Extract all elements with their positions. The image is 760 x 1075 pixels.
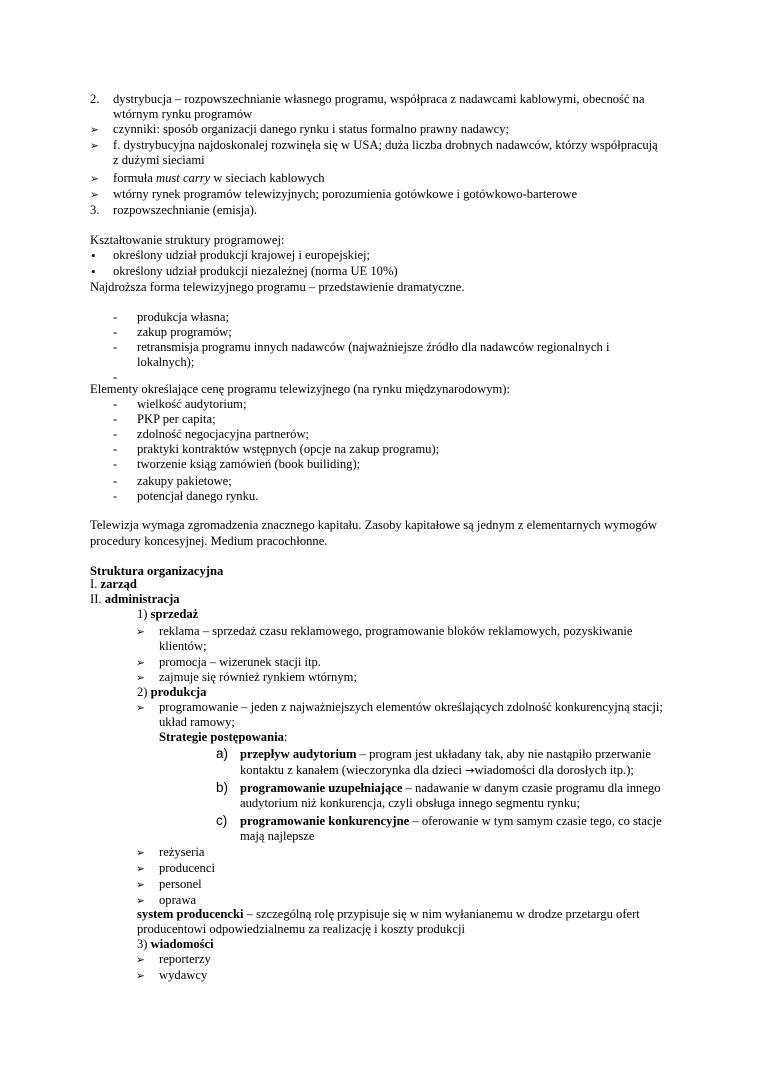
text-line: układ ramowy; [159, 715, 235, 729]
text-line: personel [159, 877, 202, 891]
arrow-bullet-icon: ➢ [136, 970, 145, 982]
dash-bullet: - [113, 325, 118, 339]
dash-bullet: - [113, 427, 118, 441]
text-line: Telewizja wymaga zgromadzenia znacznego kapitału. Zasoby kapitałowe są jednym z elementarnych wymogów [90, 518, 658, 532]
text-line: produkcja własna; [137, 310, 229, 324]
dash-bullet: - [113, 489, 118, 503]
text-line: lokalnych); [137, 355, 195, 369]
text-line: określony udział produkcji niezależnej (norma UE 10%) [113, 264, 398, 278]
text-line: praktyki kontraktów wstępnych (opcje na zakup programu); [137, 442, 440, 456]
arrow-bullet-icon: ➢ [136, 863, 145, 875]
dash-bullet: - [113, 310, 118, 324]
bullet-icon: • [91, 248, 96, 263]
text-line: z dużymi sieciami [113, 153, 205, 167]
arrow-bullet-icon: ➢ [90, 140, 99, 152]
text-line: wtórny rynek programów telewizyjnych; porozumienia gotówkowe i gotówkowo-barterowe [113, 187, 578, 201]
text-line: klientów; [159, 639, 207, 653]
text-line: reżyseria [159, 845, 205, 859]
subsection-heading: 3) wiadomości [137, 937, 214, 951]
dash-bullet: - [113, 457, 118, 471]
text-line: f. dystrybucyjna najdoskonalej rozwinęła się w USA; duża liczba drobnych nadawców, którzy współpracują [113, 138, 658, 152]
text-line: retransmisja programu innych nadawców (najważniejsze źródło dla nadawców regionalnych i [137, 340, 610, 354]
text-line: kontaktu z kanałem (wieczorynka dla dzieci →wiadomości dla dorosłych itp.); [240, 763, 634, 777]
text-line: zakup programów; [137, 325, 232, 339]
arrow-bullet-icon: ➢ [136, 702, 145, 714]
arrow-bullet-icon: ➢ [136, 879, 145, 891]
dash-bullet: - [113, 474, 118, 488]
text-line: wtórnym rynku programów [113, 107, 253, 121]
text-line: czynniki: sposób organizacji danego rynku i status formalno prawny nadawcy; [113, 122, 510, 136]
dash-bullet: - [113, 397, 118, 411]
text-line: producenci [159, 861, 215, 875]
dash-bullet: - [113, 442, 118, 456]
arrow-bullet-icon: ➢ [136, 954, 145, 966]
text-line: programowanie konkurencyjne – oferowanie w tym samym czasie tego, co stacje [240, 814, 662, 828]
text-line: wydawcy [159, 968, 208, 982]
text-line: przepływ audytorium – program jest układany tak, aby nie nastąpiło przerwanie [240, 747, 651, 761]
right-arrow-icon: → [465, 764, 475, 777]
section-heading: Struktura organizacyjna [90, 564, 224, 578]
text-line: potencjał danego rynku. [137, 489, 259, 503]
text-line: formuła must carry w sieciach kablowych [113, 171, 325, 185]
text-line: procedury koncesyjnej. Medium pracochłonne. [90, 534, 328, 548]
text-line: dystrybucja – rozpowszechnianie własnego programu, współpraca z nadawcami kablowymi, obecność na [113, 92, 645, 106]
section-heading: Elementy określające cenę programu telewizyjnego (na rynku międzynarodowym): [90, 382, 510, 396]
text-line: wielkość audytorium; [137, 397, 247, 411]
arrow-bullet-icon: ➢ [136, 657, 145, 669]
text-line: określony udział produkcji krajowej i europejskiej; [113, 248, 371, 262]
dash-bullet: - [113, 370, 118, 384]
arrow-bullet-icon: ➢ [136, 672, 145, 684]
text-line: producentowi odpowiedzialnemu za realizację i koszty produkcji [137, 922, 466, 936]
section-heading: Kształtowanie struktury programowej: [90, 233, 285, 247]
text-line: system producencki – szczególną rolę przypisuje się w nim wyłanianemu w drodze przetargu ofert [137, 907, 640, 921]
text-line: I. zarząd [90, 577, 137, 591]
dash-bullet: - [113, 340, 118, 354]
list-letter: b) [216, 780, 229, 795]
text-line: tworzenie ksiąg zamówień (book builiding); [137, 457, 361, 471]
subsection-heading: 1) sprzedaż [137, 607, 199, 621]
list-letter: c) [216, 813, 228, 828]
text-line: programowanie – jeden z najważniejszych elementów określających zdolność konkurencyjną stacji; [159, 700, 663, 714]
text-line: zakupy pakietowe; [137, 474, 232, 488]
arrow-bullet-icon: ➢ [90, 124, 99, 136]
list-number: 2. [90, 92, 100, 106]
arrow-bullet-icon: ➢ [136, 847, 145, 859]
bullet-icon: • [91, 264, 96, 279]
text-line: mają najlepsze [240, 829, 315, 843]
text-line: audytorium niż konkurencja, czyli obsługa innego segmentu rynku; [240, 796, 580, 810]
strategy-heading: Strategie postępowania: [159, 730, 288, 744]
list-number: 3. [90, 203, 100, 217]
text-line: PKP per capita; [137, 412, 216, 426]
arrow-bullet-icon: ➢ [90, 173, 99, 185]
text-line: II. administracja [90, 592, 180, 606]
text-line: reklama – sprzedaż czasu reklamowego, programowanie bloków reklamowych, pozyskiwanie [159, 624, 633, 638]
list-letter: a) [216, 746, 229, 761]
arrow-bullet-icon: ➢ [136, 895, 145, 907]
text-line: reporterzy [159, 952, 211, 966]
text-line: zdolność negocjacyjna partnerów; [137, 427, 310, 441]
text-line: zajmuje się również rynkiem wtórnym; [159, 670, 357, 684]
arrow-bullet-icon: ➢ [90, 189, 99, 201]
arrow-bullet-icon: ➢ [136, 626, 145, 638]
text-line: programowanie uzupełniające – nadawanie w danym czasie programu dla innego [240, 781, 661, 795]
dash-bullet: - [113, 412, 118, 426]
subsection-heading: 2) produkcja [137, 685, 207, 699]
text-line: Najdroższa forma telewizyjnego programu – przedstawienie dramatyczne. [90, 280, 465, 294]
text-line: rozpowszechnianie (emisja). [113, 203, 258, 217]
text-line: promocja – wizerunek stacji itp. [159, 655, 321, 669]
text-line: oprawa [159, 893, 197, 907]
